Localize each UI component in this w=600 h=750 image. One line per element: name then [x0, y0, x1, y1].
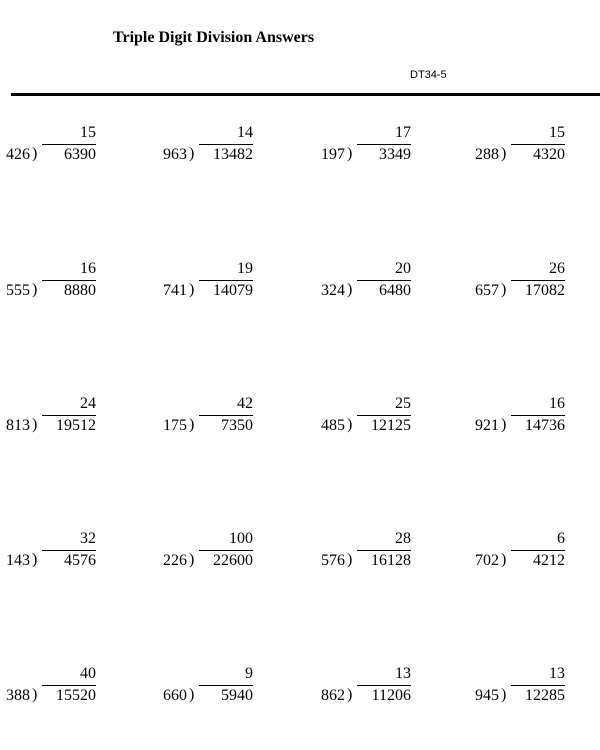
- divisor: 388: [6, 687, 30, 704]
- dividend: 6480: [379, 282, 411, 299]
- divisor: 657: [475, 282, 499, 299]
- division-bar: [357, 144, 411, 145]
- division-problem: [153, 124, 253, 184]
- divisor: 288: [475, 146, 499, 163]
- division-bar: [199, 144, 253, 145]
- divisor: 576: [321, 552, 345, 569]
- division-problem: [311, 260, 411, 320]
- worksheet-title: Triple Digit Division Answers: [113, 29, 315, 46]
- quotient: 17: [395, 124, 411, 141]
- quotient: 24: [80, 395, 96, 412]
- quotient: 15: [80, 124, 96, 141]
- dividend: 6390: [64, 146, 96, 163]
- dividend: 14736: [525, 417, 565, 434]
- division-bracket: ): [32, 551, 38, 568]
- division-bracket: ): [347, 551, 353, 568]
- division-bar: [199, 415, 253, 416]
- dividend: 4576: [64, 552, 96, 569]
- division-bar: [199, 550, 253, 551]
- division-bar: [199, 280, 253, 281]
- quotient: 15: [549, 124, 565, 141]
- quotient: 42: [237, 395, 253, 412]
- dividend: 4212: [533, 552, 565, 569]
- dividend: 12285: [525, 687, 565, 704]
- divisor: 555: [6, 282, 30, 299]
- division-bracket: ): [347, 686, 353, 703]
- division-bracket: ): [501, 145, 507, 162]
- dividend: 4320: [533, 146, 565, 163]
- division-problem: [153, 260, 253, 320]
- division-bracket: ): [347, 416, 353, 433]
- division-problem: [153, 665, 253, 725]
- dividend: 11206: [371, 687, 411, 704]
- dividend: 16128: [371, 552, 411, 569]
- dividend: 13482: [213, 146, 253, 163]
- division-bracket: ): [501, 281, 507, 298]
- division-bar: [42, 550, 96, 551]
- quotient: 26: [549, 260, 565, 277]
- division-bar: [357, 280, 411, 281]
- divisor: 485: [321, 417, 345, 434]
- division-bar: [511, 280, 565, 281]
- division-bar: [357, 550, 411, 551]
- division-bar: [511, 685, 565, 686]
- dividend: 17082: [525, 282, 565, 299]
- quotient: 13: [549, 665, 565, 682]
- division-problem: [465, 124, 565, 184]
- division-problem: [153, 530, 253, 590]
- quotient: 16: [80, 260, 96, 277]
- divisor: 324: [321, 282, 345, 299]
- divisor: 197: [321, 146, 345, 163]
- dividend: 5940: [221, 687, 253, 704]
- divisor: 813: [6, 417, 30, 434]
- division-bracket: ): [347, 281, 353, 298]
- division-bar: [42, 685, 96, 686]
- division-problem: [0, 260, 96, 320]
- division-problem: [311, 530, 411, 590]
- division-problem: [311, 124, 411, 184]
- dividend: 3349: [379, 146, 411, 163]
- dividend: 7350: [221, 417, 253, 434]
- dividend: 8880: [64, 282, 96, 299]
- division-bracket: ): [501, 416, 507, 433]
- division-bar: [357, 685, 411, 686]
- quotient: 20: [395, 260, 411, 277]
- division-bar: [42, 415, 96, 416]
- worksheet-code: DT34-5: [410, 69, 447, 81]
- division-bar: [199, 685, 253, 686]
- divisor: 426: [6, 146, 30, 163]
- dividend: 15520: [56, 687, 96, 704]
- division-bracket: ): [32, 281, 38, 298]
- quotient: 13: [395, 665, 411, 682]
- quotient: 40: [80, 665, 96, 682]
- division-problem: [465, 260, 565, 320]
- division-bracket: ): [32, 416, 38, 433]
- division-bar: [511, 144, 565, 145]
- divisor: 963: [163, 146, 187, 163]
- division-bar: [42, 144, 96, 145]
- division-bracket: ): [501, 686, 507, 703]
- division-problem: [465, 665, 565, 725]
- division-bracket: ): [189, 686, 195, 703]
- quotient: 6: [557, 530, 565, 547]
- division-problem: [0, 124, 96, 184]
- division-problem: [311, 395, 411, 455]
- division-problem: [0, 395, 96, 455]
- division-bracket: ): [347, 145, 353, 162]
- division-problem: [311, 665, 411, 725]
- division-bar: [357, 415, 411, 416]
- divisor: 143: [6, 552, 30, 569]
- division-bracket: ): [32, 145, 38, 162]
- divisor: 945: [475, 687, 499, 704]
- header-rule: [11, 93, 600, 96]
- quotient: 28: [395, 530, 411, 547]
- divisor: 702: [475, 552, 499, 569]
- dividend: 22600: [213, 552, 253, 569]
- division-bracket: ): [32, 686, 38, 703]
- division-bracket: ): [501, 551, 507, 568]
- divisor: 226: [163, 552, 187, 569]
- division-bracket: ): [189, 145, 195, 162]
- division-problem: [465, 530, 565, 590]
- quotient: 32: [80, 530, 96, 547]
- divisor: 175: [163, 417, 187, 434]
- divisor: 660: [163, 687, 187, 704]
- division-problem: [0, 665, 96, 725]
- division-problem: [0, 530, 96, 590]
- dividend: 19512: [56, 417, 96, 434]
- division-bracket: ): [189, 551, 195, 568]
- quotient: 14: [237, 124, 253, 141]
- division-problem: [465, 395, 565, 455]
- division-bar: [511, 415, 565, 416]
- quotient: 16: [549, 395, 565, 412]
- quotient: 100: [229, 530, 253, 547]
- divisor: 862: [321, 687, 345, 704]
- quotient: 9: [245, 665, 253, 682]
- division-bracket: ): [189, 281, 195, 298]
- dividend: 12125: [371, 417, 411, 434]
- dividend: 14079: [213, 282, 253, 299]
- divisor: 921: [475, 417, 499, 434]
- division-bar: [42, 280, 96, 281]
- division-bar: [511, 550, 565, 551]
- divisor: 741: [163, 282, 187, 299]
- quotient: 19: [237, 260, 253, 277]
- quotient: 25: [395, 395, 411, 412]
- division-problem: [153, 395, 253, 455]
- division-bracket: ): [189, 416, 195, 433]
